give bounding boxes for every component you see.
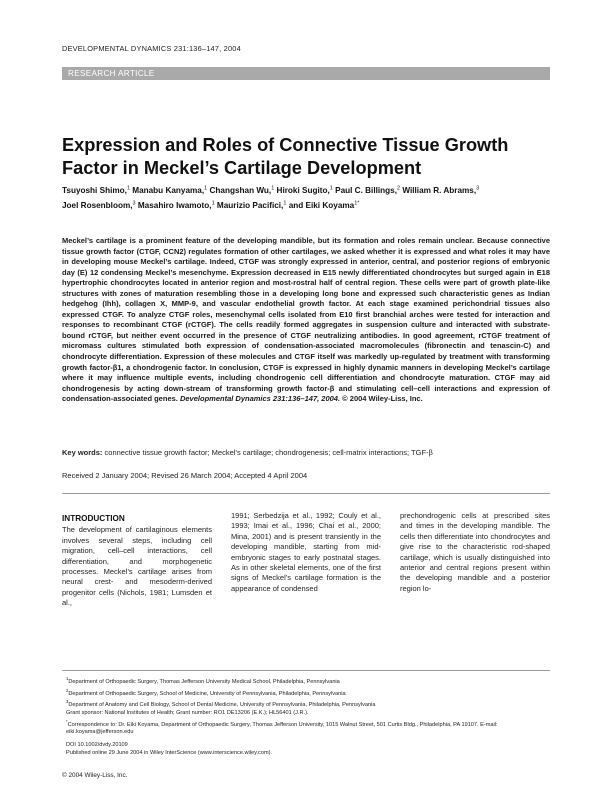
keywords-label: Key words: [62, 448, 103, 457]
section-label: RESEARCH ARTICLE [68, 69, 155, 78]
copyright: © 2004 Wiley-Liss, Inc. [62, 772, 128, 779]
abstract-citation: Developmental Dynamics 231:136–147, 2004. [179, 394, 341, 404]
article-title: Expression and Roles of Connective Tissue Growth Factor in Meckel’s Cartilage Development [62, 135, 509, 178]
abstract [62, 236, 550, 405]
footnote-grant: Grant sponsor: National Institutes of Health; Grant number: RO1 DE13206 (E.K.); HL56401 (J.R.). [66, 709, 309, 716]
doi[interactable]: DOI 10.1002/dvdy.20109 [66, 742, 128, 748]
keywords [62, 448, 550, 457]
doi-block [66, 742, 546, 758]
received-dates: Received 2 January 2004; Revised 26 March 2004; Accepted 4 April 2004 [62, 471, 308, 480]
body-column-3 [400, 511, 550, 594]
author[interactable]: Changshan Wu,$^1$ [209, 185, 275, 195]
author[interactable]: Manabu Kanyama,$^1$ [132, 185, 208, 195]
footnote: $^2$Department of Orthopaedic Surgery, School of Medicine, University of Pennsylvania, Philadelphia, Pennsylvania [66, 687, 346, 697]
author[interactable]: and Eiki Koyama$^{1*}$ [288, 200, 360, 210]
footnote: $^1$Department of Orthopaedic Surgery, Thomas Jefferson University Medical School, Philadelphia, Pennsylvania [66, 676, 340, 685]
abstract-rights: © 2004 Wiley-Liss, Inc. [342, 394, 423, 404]
published-online: Published online 29 June 2004 in Wiley InterScience (www.interscience.wiley.com). [66, 749, 273, 756]
body-text: The development of cartilaginous elements involves several steps, including cell migration, cell–cell interactions, cell differentiation, and morphogenetic processes. Meckel’s cartilage arises from neural crest- and mesoderm-derived progenitor cells (Nichols, 1981; Lumsden et al., [62, 525, 212, 608]
footnote: $^3$Department of Anatomy and Cell Biology, School of Dental Medicine, University of Pennsylvania, Philadelphia, Pennsylvania [66, 699, 376, 709]
author-list [62, 182, 550, 212]
author[interactable]: Paul C. Billings,$^2$ [335, 185, 401, 195]
body-text: prechondrogenic cells at prescribed sites and times in the developing mandible. The cells then differentiate into chondrocytes and give rise to the characteristic rod-shaped cartilage, which is usually distinguished into anterior and central regions present within the developing mandible and a posterior region lo- [400, 511, 550, 593]
body-text: 1991; Serbedzija et al., 1992; Couly et al., 1993; Imai et al., 1996; Chai et al., 2000; Mina, 2001) and is present transiently in the developing mandible, starting from mid-embryonic stages to early postnatal stages. As in other skeletal elements, one of the first signs of Meckel’s cartilage formation is the appearance of condensed [231, 511, 381, 593]
section-banner [62, 67, 550, 80]
author[interactable]: Masahiro Iwamoto,$^1$ [137, 200, 215, 210]
author[interactable]: William R. Abrams,$^3$ [402, 185, 480, 195]
keywords-text: connective tissue growth factor; Meckel’s cartilage; chondrogenesis; cell-matrix interactions; TGF-β [104, 448, 433, 457]
journal-header: DEVELOPMENTAL DYNAMICS 231:136–147, 2004 [62, 44, 241, 53]
body-column-1 [62, 514, 212, 609]
footnote-divider [62, 670, 550, 671]
body-column-2 [231, 511, 381, 594]
footnotes [66, 675, 546, 737]
footnote-correspondence: *Correspondence to: Dr. Eiki Koyama, Department of Orthopaedic Surgery, Thomas Jefferson University, 1015 Walnut Street, 501 Curtis Bldg., Philadelphia, PA 19107. E-mail: eiki.koyama@jefferson.edu [66, 718, 498, 736]
author[interactable]: Joel Rosenbloom,$^3$ [62, 200, 136, 210]
author[interactable]: Hiroki Sugito,$^1$ [276, 185, 333, 195]
section-divider [62, 493, 550, 494]
introduction-heading: INTRODUCTION [62, 514, 125, 523]
abstract-body: Meckel’s cartilage is a prominent feature of the developing mandible, but its formation and roles remain unclear. Because connective tissue growth factor (CTGF, CCN2) regulates formation of other cartilages, we asked whether it is expressed and what roles it may have in developing mouse Meckel’s cartilage. Indeed, CTGF was strongly expressed in anterior, central, and posterior regions of embryonic day (E) 12 condensing Meckel’s mesenchyme. Expression decreased in E15 newly differentiated chondrocytes but surged again in E18 hypertrophic chondrocytes located in anterior region and most-rostral half of central region. These cells were part of growth plate-like structures with zones of maturation resembling those in a developing long bone and expressed such characteristic genes as Indian hedgehog (Ihh), collagen X, MMP-9, and vascular endothelial growth factor. At each stage examined perichondrial tissues also expressed CTGF. To analyze CTGF roles, mesenchymal cells isolated from E10 first branchial arches were tested for interaction and responses to recombinant CTGF (rCTGF). The cells readily formed aggregates in suspension culture and interacted with substrate-bound rCTGF, but neither event occurred in the presence of CTGF neutralizing antibodies. In good agreement, rCTGF treatment of micromass cultures stimulated both expression of condensation-associated macromolecules (fibronectin and tenascin-C) and chondrocyte differentiation. Expression of these molecules and CTGF itself was markedly up-regulated by treatment with transforming growth factor-β1, a chondrogenic factor. In conclusion, CTGF is expressed in highly dynamic manners in developing Meckel’s cartilage where it may influence multiple events, including chondrogenic cell differentiation and chondrocyte maturation. CTGF may aid chondrogenesis by acting down-stream of transforming growth factor-β and stimulating cell–cell interactions and expression of condensation-associated genes. [62, 236, 550, 404]
author[interactable]: Maurizio Pacifici,$^1$ [216, 200, 287, 210]
author[interactable]: Tsuyoshi Shimo,$^1$ [62, 185, 130, 195]
